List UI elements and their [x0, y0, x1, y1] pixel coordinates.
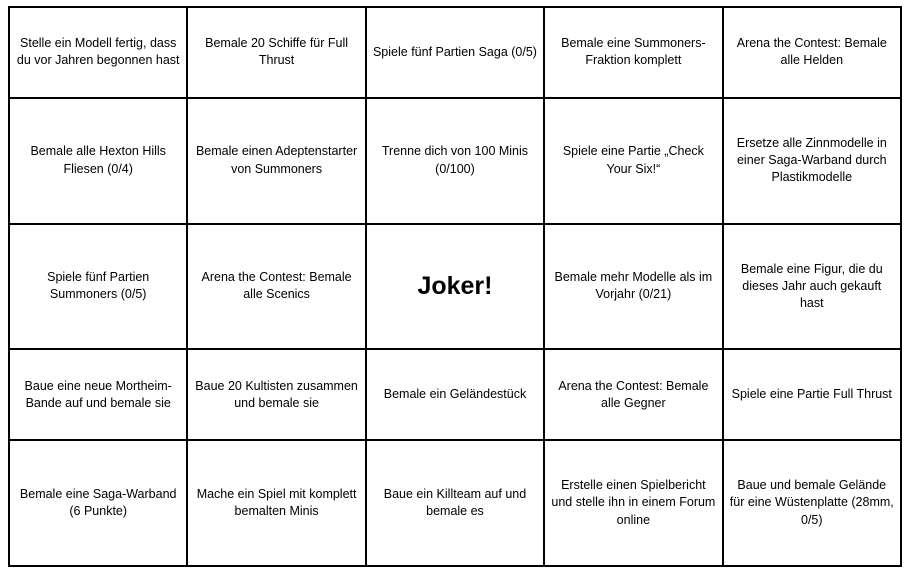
- bingo-cell[interactable]: [187, 349, 365, 440]
- bingo-cell-label: Stelle ein Modell fertig, dass du vor Jahren begonnen hast: [16, 36, 180, 68]
- bingo-cell-label: Spiele fünf Partien Saga (0/5): [372, 44, 537, 59]
- bingo-cell[interactable]: [723, 440, 901, 566]
- bingo-cell[interactable]: [187, 98, 365, 224]
- bingo-cell-label: Bemale alle Hexton Hills Fliesen (0/4): [30, 144, 166, 176]
- bingo-cell[interactable]: [544, 98, 722, 224]
- bingo-cell[interactable]: [544, 224, 722, 350]
- bingo-cell[interactable]: [366, 7, 544, 98]
- bingo-cell[interactable]: [9, 224, 187, 350]
- bingo-cell-label: Spiele eine Partie „Check Your Six!“: [562, 144, 704, 176]
- bingo-cell[interactable]: [366, 98, 544, 224]
- bingo-row: [9, 224, 901, 350]
- bingo-cell[interactable]: [9, 7, 187, 98]
- bingo-row: [9, 7, 901, 98]
- bingo-cell[interactable]: [723, 224, 901, 350]
- bingo-cell-label: Arena the Contest: Bemale alle Gegner: [558, 378, 709, 410]
- bingo-cell-label: Ersetze alle Zinnmodelle in einer Saga-Warband durch Plastikmodelle: [736, 135, 887, 185]
- bingo-cell-label: Arena the Contest: Bemale alle Helden: [736, 36, 887, 68]
- bingo-cell[interactable]: [544, 440, 722, 566]
- bingo-row: [9, 98, 901, 224]
- bingo-cell[interactable]: [723, 349, 901, 440]
- bingo-cell[interactable]: [723, 7, 901, 98]
- bingo-cell-label: Baue eine neue Mortheim-Bande auf und bemale sie: [24, 378, 172, 410]
- bingo-cell-label: Trenne dich von 100 Minis (0/100): [381, 144, 529, 176]
- bingo-row: [9, 349, 901, 440]
- bingo-cell[interactable]: [9, 440, 187, 566]
- bingo-cell-label: Bemale 20 Schiffe für Full Thrust: [205, 36, 349, 68]
- bingo-cell-label: Baue und bemale Gelände für eine Wüstenplatte (28mm, 0/5): [729, 478, 894, 527]
- bingo-cell-label: Arena the Contest: Bemale alle Scenics: [201, 270, 352, 302]
- bingo-cell[interactable]: [187, 7, 365, 98]
- bingo-cell[interactable]: [544, 349, 722, 440]
- bingo-cell-label: Bemale mehr Modelle als im Vorjahr (0/21): [554, 270, 713, 302]
- bingo-cell-label: Mache ein Spiel mit komplett bemalten Minis: [196, 486, 357, 519]
- bingo-cell-label: Bemale eine Saga-Warband (6 Punkte): [19, 486, 177, 519]
- bingo-cell[interactable]: [544, 7, 722, 98]
- bingo-cell[interactable]: [9, 349, 187, 440]
- bingo-cell[interactable]: [366, 440, 544, 566]
- bingo-cell[interactable]: [366, 349, 544, 440]
- bingo-cell-label: Baue ein Killteam auf und bemale es: [383, 486, 527, 519]
- bingo-cell[interactable]: [723, 98, 901, 224]
- bingo-grid: [8, 6, 902, 567]
- bingo-cell-label: Baue 20 Kultisten zusammen und bemale sie: [195, 378, 358, 410]
- bingo-cell-free-space[interactable]: [366, 224, 544, 350]
- bingo-cell-label: Bemale eine Summoners-Fraktion komplett: [561, 36, 706, 68]
- bingo-cell-label: Bemale ein Geländestück: [383, 387, 527, 402]
- bingo-row: [9, 440, 901, 566]
- bingo-cell-label: Erstelle einen Spielbericht und stelle ihn in einem Forum online: [551, 478, 716, 527]
- bingo-cell-label: Spiele eine Partie Full Thrust: [731, 387, 892, 402]
- bingo-cell-label: Bemale einen Adeptenstarter von Summoners: [195, 144, 358, 176]
- bingo-cell[interactable]: [187, 224, 365, 350]
- bingo-cell[interactable]: [187, 440, 365, 566]
- bingo-cell-label: Bemale eine Figur, die du dieses Jahr auch gekauft hast: [740, 261, 883, 311]
- bingo-free-space-label: Joker!: [417, 271, 493, 300]
- bingo-cell[interactable]: [9, 98, 187, 224]
- bingo-cell-label: Spiele fünf Partien Summoners (0/5): [47, 270, 150, 302]
